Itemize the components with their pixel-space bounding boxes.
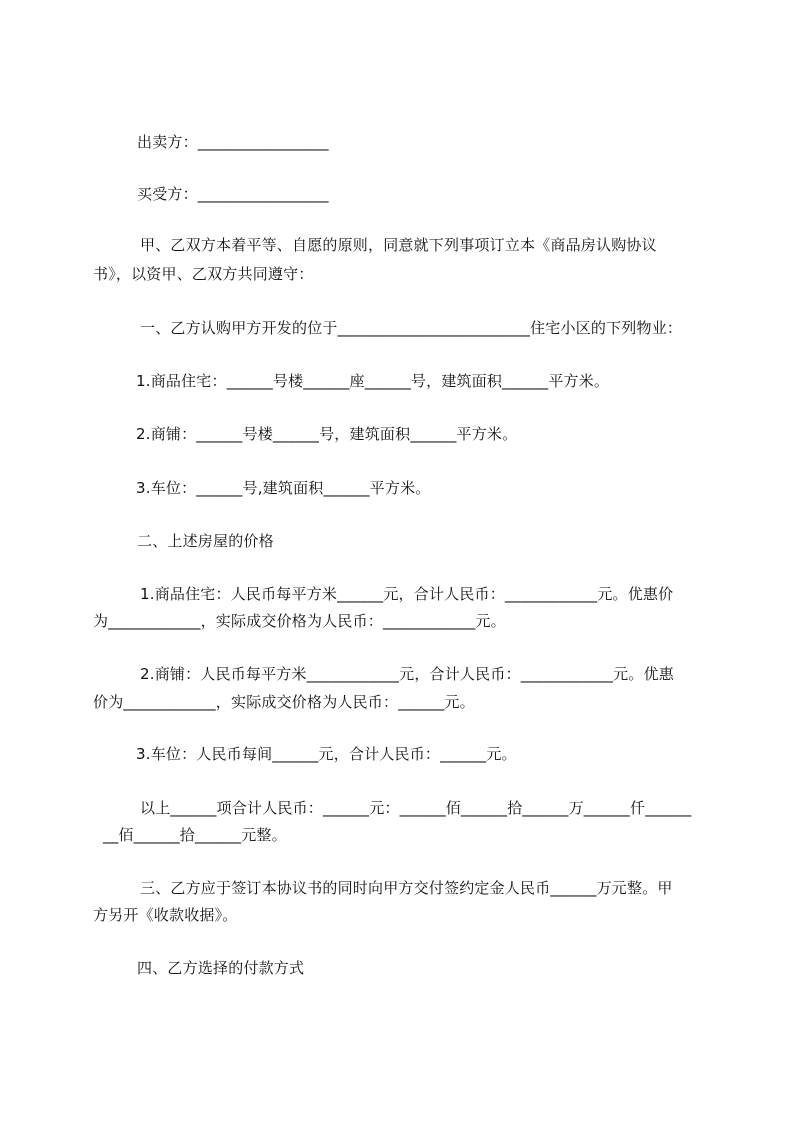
seller-line: 出卖方：_________________ xyxy=(137,133,329,151)
section-1-title: 一、乙方认购甲方开发的位于_________________________住宅小区的下列物业： xyxy=(140,319,683,337)
price-1-line-2: 为____________，实际成交价格为人民币：____________元。 xyxy=(93,612,506,630)
price-2-line-1: 2.商铺：人民币每平方米____________元，合计人民币：____________元。优惠 xyxy=(140,665,674,683)
section-4-title: 四、乙方选择的付款方式 xyxy=(137,959,305,977)
item-3-parking: 3.车位：______号,建筑面积______平方米。 xyxy=(136,479,431,497)
section-3-line-2: 方另开《收款收据》。 xyxy=(93,906,238,924)
price-2-line-2: 价为____________，实际成交价格为人民币：______元。 xyxy=(93,693,475,711)
intro-line-2: 书》，以资甲、乙双方共同遵守： xyxy=(93,265,314,283)
item-2-shop: 2.商铺：______号楼______号，建筑面积______平方米。 xyxy=(136,425,518,443)
section-3-line-1: 三、乙方应于签订本协议书的同时向甲方交付签约定金人民币______万元整。甲 xyxy=(140,879,673,897)
price-3-line: 3.车位：人民币每间______元，合计人民币：______元。 xyxy=(136,745,517,763)
section-2-title: 二、上述房屋的价格 xyxy=(137,532,274,550)
price-1-line-1: 1.商品住宅：人民币每平方米______元，合计人民币：____________元。优惠价 xyxy=(140,585,674,603)
item-1-residential: 1.商品住宅：______号楼______座______号，建筑面积______平方米。 xyxy=(136,372,610,390)
total-line-1: 以上______项合计人民币：______元：______佰______拾______万______仟______ xyxy=(140,799,692,817)
total-line-2: __佰______拾______元整。 xyxy=(103,826,287,844)
intro-line-1: 甲、乙双方本着平等、自愿的原则，同意就下列事项订立本《商品房认购协议 xyxy=(140,236,657,254)
buyer-line: 买受方：_________________ xyxy=(137,185,329,203)
